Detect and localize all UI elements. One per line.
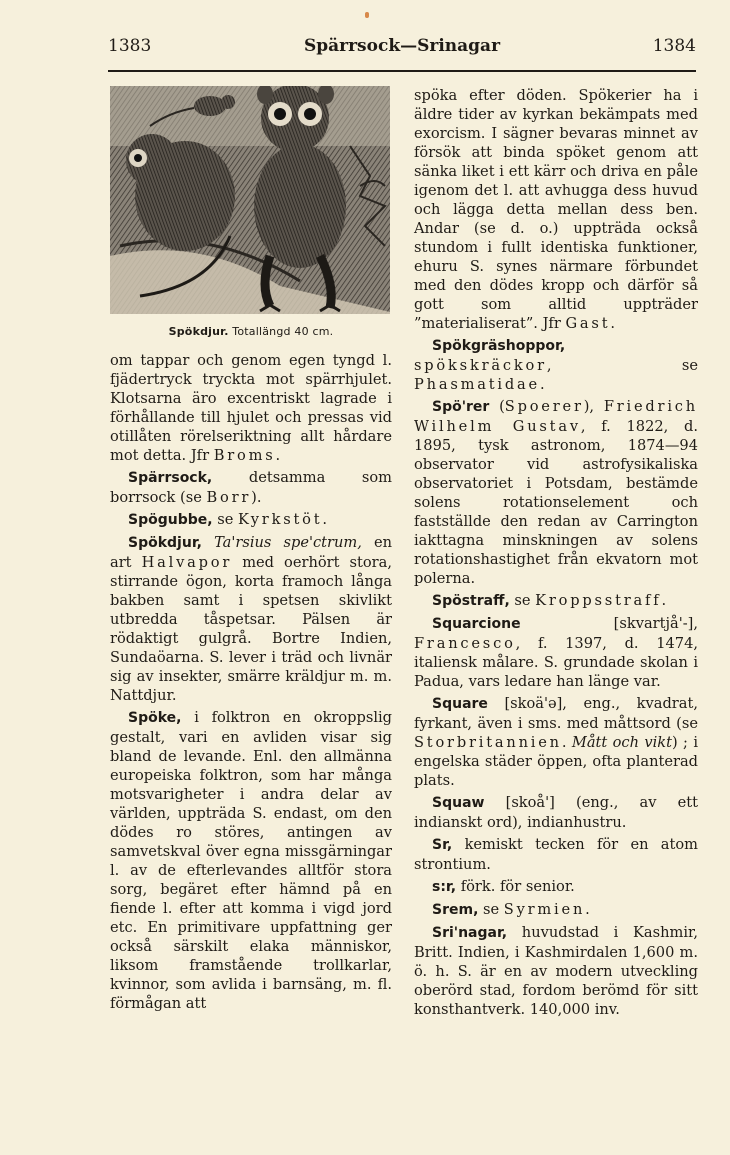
- caption-text: Totallängd 40 cm.: [228, 325, 334, 338]
- entry-continuation-spoke: [414, 86, 698, 333]
- page-header: [108, 36, 696, 64]
- cross-reference[interactable]: Storbritannien: [414, 734, 562, 751]
- text: se: [478, 901, 504, 918]
- text: .: [561, 734, 572, 751]
- text: detsamma som borrsock (se: [110, 469, 392, 506]
- text: , f. 1397, d. 1474, italiensk målare. S. grundade skolan i Padua, vars ledare han länge var.: [414, 635, 698, 690]
- left-column: [110, 86, 392, 1013]
- headword: Srem,: [432, 902, 479, 918]
- cross-reference[interactable]: Borr: [206, 489, 252, 506]
- headword: Spöstraff,: [432, 593, 510, 609]
- headword: Spökdjur,: [128, 535, 202, 551]
- caption-name: Spökdjur.: [168, 325, 229, 338]
- text: ).: [251, 489, 262, 506]
- text: .: [275, 447, 281, 464]
- cross-reference[interactable]: Gast: [565, 315, 611, 332]
- right-column: [414, 86, 698, 1019]
- text: [skvartjå'-],: [520, 615, 698, 632]
- text: se: [212, 511, 238, 528]
- text: i folktron en okroppslig gestalt, vari en avliden visar sig bland de levande. Enl. den allmänna europeiska folktron, som har många motsvarigheter i andra delar av världen, uppträda S. endast, om den dödes ro störes, antingen av samvetskval över egna missgärningar l. av de efterlevandes alltför stora sorg, begäret efter hämnd på en fiende l. efter att komma i vigd jord etc. En primitivare uppfattning ger också särskilt elaka människor, liksom framstående trollkarlar, kvinnor, som avlida i barnsäng, m. fl. förmågan att: [110, 709, 392, 1012]
- entry-continuation-sparrhjul: [110, 351, 392, 465]
- entry-spostraff: [414, 591, 698, 611]
- text: [skoä'ə], eng., kvadrat, fyrkant, även i sms. med måttsord (se: [414, 695, 698, 732]
- text: huvudstad i Kashmir, Britt. Indien, i Kashmirdalen 1,600 m. ö. h. S. är en av modern utveckling oberörd stad, fordom berömd för sitt konsthantverk. 140,000 inv.: [414, 924, 698, 1018]
- text: ),: [583, 398, 604, 415]
- full-name: Friedrich Wilhelm Gustav: [414, 398, 698, 435]
- headword: s:r,: [432, 879, 457, 895]
- figure-caption: [110, 322, 392, 341]
- text: ) ; i engelska städer öppen, ofta planterad plats.: [414, 734, 699, 789]
- entry-sr-abbrev: [414, 877, 698, 897]
- text: .: [610, 315, 616, 332]
- entry-squarcione: [414, 614, 698, 691]
- entry-srinagar: [414, 923, 698, 1019]
- synonym: spökskräckor: [414, 357, 547, 374]
- text: .: [322, 511, 328, 528]
- text: förk. för senior.: [456, 878, 575, 895]
- given-name: Francesco: [414, 635, 516, 652]
- cross-reference[interactable]: Phasmatidae: [414, 376, 540, 393]
- text: (: [489, 398, 505, 415]
- entry-sr: [414, 835, 698, 874]
- headword: Squarcione: [432, 616, 521, 632]
- cross-reference[interactable]: Halvapor: [141, 554, 233, 571]
- headword: Spärrsock,: [128, 470, 213, 486]
- headword: Square: [432, 696, 488, 712]
- entry-srem: [414, 900, 698, 920]
- running-title: Spärrsock—Srinagar: [303, 36, 501, 56]
- text: spöka efter döden. Spökerier ha i äldre tider av kyrkan bekämpats med exorcism. I sägner bevaras minnet av försök att binda spöket genom att sänka liket i ett kärr och driva en påle igenom det l. att avhugga dess huvud och lägga detta mellan dess ben. Andar (se d. o.) uppträda också stundom i fullt identiska funktioner, ehuru S. synes närmare förbundet med den dödes kropp och därför så gott som alltid uppträder ”materialiserat”. Jfr: [414, 87, 698, 332]
- text: kemiskt tecken för en atom strontium.: [414, 836, 698, 873]
- cross-reference-italic[interactable]: Mått och vikt: [571, 734, 672, 751]
- text: [skoå'] (eng., av ett indianskt ord), indianhustru.: [414, 794, 698, 831]
- headword: Spö'rer: [432, 399, 490, 415]
- entry-sporer: [414, 397, 698, 588]
- headword: Sri'nagar,: [432, 925, 508, 941]
- text: med oerhört stora, stirrande ögon, korta framoch långa bakben samt i spetsen skivlikt utbredda tåspetsar. Pälsen är rödaktigt gulgrå. Bortre Indien, Sundaöarna. S. lever i träd och livnär sig av insekter, smärre kräldjur m. m. Nattdjur.: [110, 554, 392, 704]
- cross-reference[interactable]: Broms: [213, 447, 276, 464]
- original-spelling: Spoerer: [504, 398, 584, 415]
- entry-sparrsock: [110, 468, 392, 507]
- headword: Sr,: [432, 837, 453, 853]
- text: , f. 1822, d. 1895, tysk astronom, 1874—94 observator vid astrofysikaliska observatoriet i Potsdam, bestämde solens rotationselement och fastställde den redan av Carrington iakttagna minskningen av solens rotationshastighet från ekvatorn mot polerna.: [414, 418, 698, 587]
- entry-spoke: [110, 708, 392, 1013]
- tarsier-illustration-icon: [110, 86, 390, 314]
- text: en art: [110, 534, 392, 571]
- headword: Squaw: [432, 795, 485, 811]
- text: .: [539, 376, 545, 393]
- text: se: [509, 592, 536, 609]
- entry-spogubbe: [110, 510, 392, 530]
- ink-mark: [365, 12, 369, 18]
- page-number-right: 1384: [652, 36, 696, 56]
- cross-reference[interactable]: Kyrkstöt: [237, 511, 323, 528]
- text: , se: [546, 357, 698, 374]
- headword: Spökgräshoppor,: [432, 338, 566, 354]
- headword: Spögubbe,: [128, 512, 213, 528]
- latin-name: Ta'rsius spe'ctrum,: [202, 534, 362, 551]
- headword: Spöke,: [128, 710, 182, 726]
- cross-reference[interactable]: Kroppsstraff: [535, 592, 662, 609]
- cross-reference[interactable]: Syrmien: [503, 901, 586, 918]
- tarsier-figure: [110, 86, 390, 314]
- entry-squaw: [414, 793, 698, 832]
- text: .: [661, 592, 667, 609]
- header-rule: [108, 70, 696, 72]
- entry-square: [414, 694, 698, 790]
- page-number-left: 1383: [108, 36, 152, 56]
- entry-spokdjur: [110, 533, 392, 705]
- text: om tappar och genom egen tyngd l. fjädertryck tryckta mot spärrhjulet. Klotsarna äro excentriskt lagrade i förhållande till hjulet och pressas vid otillåten rörelseriktning allt hårdare mot detta. Jfr: [110, 352, 392, 464]
- entry-spokgrashoppor: [414, 336, 698, 394]
- text: .: [585, 901, 590, 918]
